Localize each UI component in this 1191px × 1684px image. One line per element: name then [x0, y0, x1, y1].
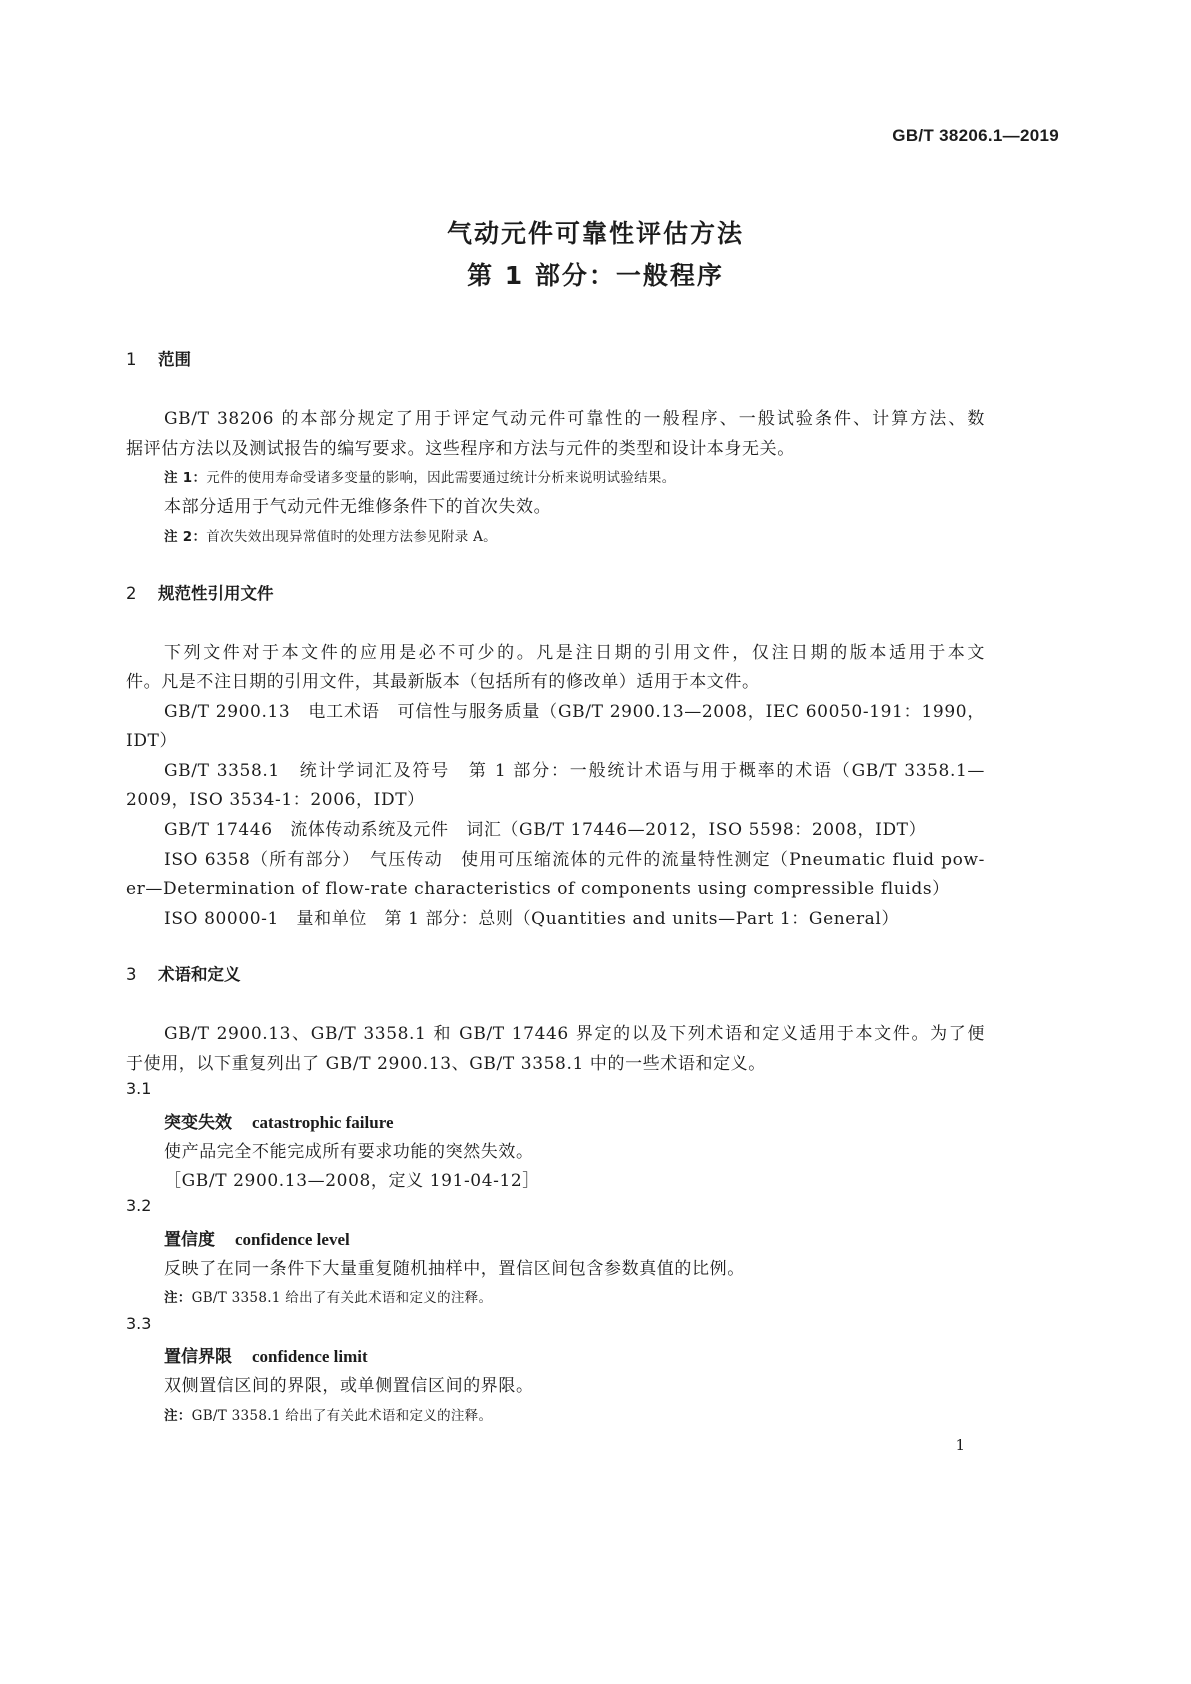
reference-item: IDT） [126, 731, 178, 751]
note-text: 元件的使用寿命受诸多变量的影响，因此需要通过统计分析来说明试验结果。 [206, 470, 676, 486]
document-subtitle: 第 1 部分：一般程序 [467, 261, 724, 290]
term-note [164, 1404, 492, 1424]
note-label: 注 1： [164, 470, 207, 486]
term-note [164, 1286, 492, 1306]
paragraph: GB/T 2900.13、GB/T 3358.1 和 GB/T 17446 界定的以及下列术语和定义适用于本文件。为了便 [164, 1024, 985, 1044]
paragraph: 件。凡是不注日期的引用文件，其最新版本（包括所有的修改单）适用于本文件。 [126, 672, 760, 692]
section-number: 1 [126, 350, 137, 369]
section-1-heading [126, 346, 191, 370]
term-entry [164, 1225, 350, 1250]
note-label: 注 2： [164, 529, 207, 545]
note-text: 首次失效出现异常值时的处理方法参见附录 A。 [206, 529, 497, 545]
reference-item: ISO 6358（所有部分） 气压传动 使用可压缩流体的元件的流量特性测定（Pneumatic fluid pow- [164, 850, 985, 870]
reference-item: GB/T 3358.1 统计学词汇及符号 第 1 部分：一般统计术语与用于概率的术语（GB/T 3358.1— [164, 761, 985, 781]
subclause-number: 3.2 [126, 1196, 152, 1215]
document-title: 气动元件可靠性评估方法 [446, 219, 744, 248]
paragraph: 据评估方法以及测试报告的编写要求。这些程序和方法与元件的类型和设计本身无关。 [126, 439, 795, 459]
standard-number: GB/T 38206.1—2019 [892, 126, 1059, 145]
section-title: 规范性引用文件 [158, 584, 274, 603]
term-definition: 反映了在同一条件下大量重复随机抽样中，置信区间包含参数真值的比例。 [164, 1259, 745, 1279]
section-title: 范围 [158, 350, 191, 369]
section-3-heading [126, 961, 241, 985]
term-en: confidence limit [252, 1347, 368, 1366]
subclause-number: 3.3 [126, 1314, 152, 1333]
reference-item: GB/T 2900.13 电工术语 可信性与服务质量（GB/T 2900.13—2008，IEC 60050-191：1990， [164, 702, 985, 722]
term-entry [164, 1342, 368, 1367]
paragraph: 于使用，以下重复列出了 GB/T 2900.13、GB/T 3358.1 中的一些术语和定义。 [126, 1054, 766, 1074]
section-number: 2 [126, 584, 137, 603]
term-definition: 使产品完全不能完成所有要求功能的突然失效。 [164, 1142, 534, 1162]
reference-item: ISO 80000-1 量和单位 第 1 部分：总则（Quantities and units—Part 1：General） [164, 909, 900, 929]
term-en: catastrophic failure [252, 1113, 394, 1132]
paragraph: 下列文件对于本文件的应用是必不可少的。凡是注日期的引用文件，仅注日期的版本适用于本文 [164, 643, 985, 663]
term-zh: 置信界限 [164, 1347, 232, 1367]
section-title: 术语和定义 [158, 965, 241, 984]
paragraph: GB/T 38206 的本部分规定了用于评定气动元件可靠性的一般程序、一般试验条件、计算方法、数 [164, 409, 985, 429]
reference-item: GB/T 17446 流体传动系统及元件 词汇（GB/T 17446—2012，ISO 5598：2008，IDT） [164, 820, 927, 840]
note-text: GB/T 3358.1 给出了有关此术语和定义的注释。 [191, 1408, 493, 1424]
note-2 [164, 525, 497, 545]
subclause-number: 3.1 [126, 1079, 152, 1098]
reference-item: er—Determination of flow-rate characteristics of components using compressible fluids） [126, 879, 950, 899]
section-number: 3 [126, 965, 137, 984]
term-en: confidence level [235, 1230, 350, 1249]
term-definition: 双侧置信区间的界限，或单侧置信区间的界限。 [164, 1376, 534, 1396]
page-number: 1 [955, 1436, 965, 1454]
paragraph: 本部分适用于气动元件无维修条件下的首次失效。 [164, 497, 552, 517]
note-1 [164, 466, 676, 486]
term-zh: 突变失效 [164, 1113, 232, 1133]
term-entry [164, 1108, 394, 1133]
reference-item: 2009，ISO 3534-1：2006，IDT） [126, 790, 425, 810]
section-2-heading [126, 580, 274, 604]
note-text: GB/T 3358.1 给出了有关此术语和定义的注释。 [191, 1290, 493, 1306]
term-zh: 置信度 [164, 1230, 215, 1250]
note-label: 注： [164, 1408, 192, 1424]
note-label: 注： [164, 1290, 192, 1306]
term-source: ［GB/T 2900.13—2008，定义 191-04-12］ [164, 1171, 540, 1191]
